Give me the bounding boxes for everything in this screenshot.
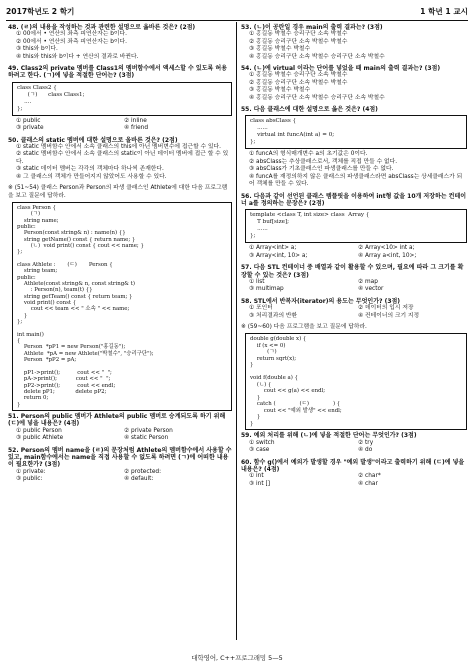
option: ② inline bbox=[124, 117, 147, 124]
option: ④ 홍길동 승리구단 소속 박철수 승리구단 소속 박철수 bbox=[249, 94, 385, 101]
option: ③ case bbox=[249, 447, 270, 454]
option: ② try bbox=[358, 439, 374, 446]
option: ③ public Athlete bbox=[16, 435, 64, 442]
question-58 bbox=[241, 298, 467, 320]
option: ④ vector bbox=[358, 286, 384, 293]
option: ③ 홍길동 박철수 박철수 bbox=[249, 87, 311, 94]
option: ② private Person bbox=[124, 427, 173, 434]
option: ① 홍길동 박철수 승리구단 소속 박철수 bbox=[249, 31, 348, 38]
question-51 bbox=[8, 413, 232, 443]
page-footer: 대학영어, C++프로그래밍 5—5 bbox=[191, 654, 283, 662]
option: ③ absClass가 기초클래스인 파생클래스를 만들 수 없다. bbox=[249, 166, 394, 173]
option: ④ 컨테이너의 크기 지정 bbox=[358, 312, 420, 319]
option: ③ this와 b이다. bbox=[16, 46, 58, 53]
option: ③ int [] bbox=[249, 480, 270, 487]
option: ④ funcA를 재정의하지 않은 클래스의 파생클래스라면 absClass는 상세클래스가 되어 객체를 만들 수 있다. bbox=[249, 173, 463, 188]
option: ④ static Person bbox=[124, 435, 169, 442]
option: ② 홍길동 승리구단 소속 박철수 박철수 bbox=[249, 79, 348, 86]
question-56 bbox=[241, 193, 467, 261]
question-57 bbox=[241, 264, 467, 294]
option: ④ this와 this와 b이다 + 연산의 결과로 바뀐다. bbox=[16, 53, 139, 60]
grade-period-label: 1 학년 1 교시 bbox=[420, 7, 468, 16]
question-title: 52. Person의 멤버 name을 (ㄹ)의 문장처럼 Athlete의 멤버함수에서 사용할 수 있고, main함수에서는 name을 직접 사용할 수 없도록 하려면 (ㄱ)에 어떠한 내용이 필요한가? (3점) bbox=[8, 446, 232, 469]
question-title: 58. STL에서 반복자(iterator)의 용도는 무엇인가? (3점) bbox=[241, 297, 401, 305]
option: ③ Array<int, 10> a; bbox=[249, 252, 308, 259]
option: ① 00에서 • 연산의 좌측 피연산자는 b이다. bbox=[16, 31, 127, 38]
option: ① static 멤버함수 안에서 소속 클래스의 this에 아닌 멤버변수에 접근할 수 있다. bbox=[16, 144, 221, 151]
option: ② static 멤버함수 안에서 소속 클래스의 static이 아닌 데이터 멤버에 접근 할 수 있다. bbox=[16, 151, 229, 165]
option: ④ default: bbox=[124, 476, 154, 483]
option: ① list bbox=[249, 278, 265, 285]
option: ② protected: bbox=[124, 468, 162, 475]
right-column bbox=[241, 24, 467, 492]
question-title: 57. 다음 STL 컨테이너 중 배열과 같이 활용할 수 있으며, 필요에 따라 그 크기를 확장할 수 있는 것은? (3점) bbox=[241, 264, 464, 279]
option: ① 홍길동 박철수 승리구단 소속 박철수 bbox=[249, 72, 348, 79]
option: ④ do bbox=[358, 447, 373, 454]
option: ① private: bbox=[16, 468, 46, 475]
question-title: 59. 예외 처리를 위해 (ㄴ)에 넣을 적절한 단어는 무엇인가? (3점) bbox=[241, 432, 417, 440]
question-title: 50. 클래스의 static 멤버에 대한 설명으로 올바른 것은? (2점) bbox=[8, 136, 178, 144]
column-divider bbox=[236, 22, 237, 640]
page-header bbox=[6, 6, 468, 18]
question-48 bbox=[8, 24, 232, 61]
code-box: class Person { (ㄱ) string name; public: Person(const string& n) : name(n) {} string getName() const { return name; } (ㄴ) void print() const { cout << name; } }; class Athlete : (ㄷ) Person { string team; public: Athlete(const string& n, const string& t) : Person(n), team(t) {} string getTeam() const { return team; } void print() const { cout << team << " 소속 " << name; } }; int main() { Person *pP1 = new Person("홍길동"); Athlete *pA = new Athlete("박철수", "승리구단"); Person *pP2 = pA; pP1->print(); cout << " "; pA->print(); cout << " "; pP2->print(); cout << endl; delete pP1; delete pP2; return 0; } bbox=[12, 202, 232, 411]
option: ② Array<10> int a; bbox=[358, 245, 415, 252]
question-title: 56. 다음과 같이 선언된 클래스 템플릿을 이용하여 int형 값을 10개 저장하는 컨테이너 a를 정의하는 문장은? (2점) bbox=[241, 192, 467, 207]
question-title: 51. Person의 public 멤버가 Athlete의 public 멤버로 승계되도록 하기 위해 (ㄷ)에 넣을 내용은? (4점) bbox=[8, 412, 226, 428]
option: ① int bbox=[249, 473, 264, 480]
question-50 bbox=[8, 137, 232, 181]
option: ① Array<int> a; bbox=[249, 245, 297, 252]
question-53 bbox=[241, 24, 467, 61]
option: ① public bbox=[16, 117, 41, 124]
option: ③ static 데이터 멤버는 각각의 객체마다 하나씩 존재한다. bbox=[16, 166, 164, 173]
option: ③ 홍길동 박철수 박철수 bbox=[249, 46, 311, 53]
option: ② 데이터의 입시 저장 bbox=[358, 305, 414, 312]
question-title: 48. (ㄹ)의 내용을 작성하는 것과 관련한 설명으로 옳바른 것은? (2점) bbox=[8, 24, 196, 31]
option: ③ private bbox=[16, 125, 44, 132]
question-49 bbox=[8, 65, 232, 133]
code-box: double g(double x) { if (x <= 0) (ㄱ) return sqrt(x); } void f(double a) { (ㄴ) { cout << g(a) << endl; } catch ( (ㄷ) ) { cout << "예외 발생" << endl; } } bbox=[245, 333, 467, 430]
option: ① funcA의 형식매개변수 a의 초기값은 0이다. bbox=[249, 151, 368, 158]
option: ① 포인터 bbox=[249, 305, 273, 312]
option: ② 홍길동 승리구단 소속 박철수 박철수 bbox=[249, 38, 348, 45]
option: ④ Array a<int, 10>; bbox=[358, 252, 417, 259]
option: ③ 처리결과의 반환 bbox=[249, 312, 298, 319]
option: ② absClass는 추상클래스로서, 객체를 직접 만들 수 없다. bbox=[249, 158, 398, 165]
question-title: 60. 함수 g()에서 예외가 발생할 경우 "예외 발생"이라고 출력하기 위해 (ㄷ)에 넣을 내용은? (4점) bbox=[241, 458, 465, 473]
option: ② char* bbox=[358, 473, 381, 480]
question-59 bbox=[241, 432, 467, 454]
instruction-note: ※ (51~54) 클래스 Person과 Person의 파생 클래스인 Athlete에 대한 다음 프로그램을 보고 질문에 답하라. bbox=[8, 185, 228, 199]
option: ④ 홍길동 승리구단 소속 박철수 승리구단 소속 박철수 bbox=[249, 53, 385, 60]
option: ① public Person bbox=[16, 427, 62, 434]
option: ① switch bbox=[249, 439, 275, 446]
question-title: 49. Class2의 private 멤버를 Class1의 멤버함수에서 액세스할 수 있도록 허용하려고 한다. (ㄱ)에 넣을 적절한 단어는? (3점) bbox=[8, 65, 228, 80]
question-title: 54. (ㄴ)에 virtual 이라는 단어를 넣었을 때 main의 출력 결과는? (3점) bbox=[241, 65, 441, 73]
option: ④ 그 클래스의 객체가 만들어지지 않았어도 사용할 수 있다. bbox=[16, 173, 167, 180]
option: ② map bbox=[358, 278, 378, 285]
option: ④ char bbox=[358, 480, 378, 487]
question-55 bbox=[241, 106, 467, 188]
question-52 bbox=[8, 447, 232, 484]
question-title: 55. 다음 클래스에 대한 설명으로 옳은 것은? (4점) bbox=[241, 106, 378, 114]
option: ② 00에서 • 연산의 좌측 피연산자는 b이다. bbox=[16, 38, 127, 45]
code-box: class Class2 { (ㄱ) class Class1; .... }; bbox=[12, 82, 232, 116]
question-54 bbox=[241, 65, 467, 102]
option: ③ public: bbox=[16, 476, 43, 483]
header-rule bbox=[6, 20, 468, 21]
semester-label: 2017학년도 2 학기 bbox=[6, 7, 75, 16]
left-column bbox=[8, 24, 232, 488]
question-title: 53. (ㄴ)이 공란일 경우 main의 출력 결과는? (3점) bbox=[241, 24, 383, 31]
code-box: template <class T, int size> class Array { T buf[size]; ...... }; bbox=[245, 209, 467, 243]
code-box: class absClass { ...... virtual int funcA(int a) = 0; }; bbox=[245, 115, 467, 149]
instruction-note: ※ (59~60) 다음 프로그램을 보고 질문에 답하라. bbox=[241, 323, 367, 330]
option: ④ friend bbox=[124, 125, 148, 132]
option: ③ multimap bbox=[249, 286, 284, 293]
question-60 bbox=[241, 459, 467, 489]
